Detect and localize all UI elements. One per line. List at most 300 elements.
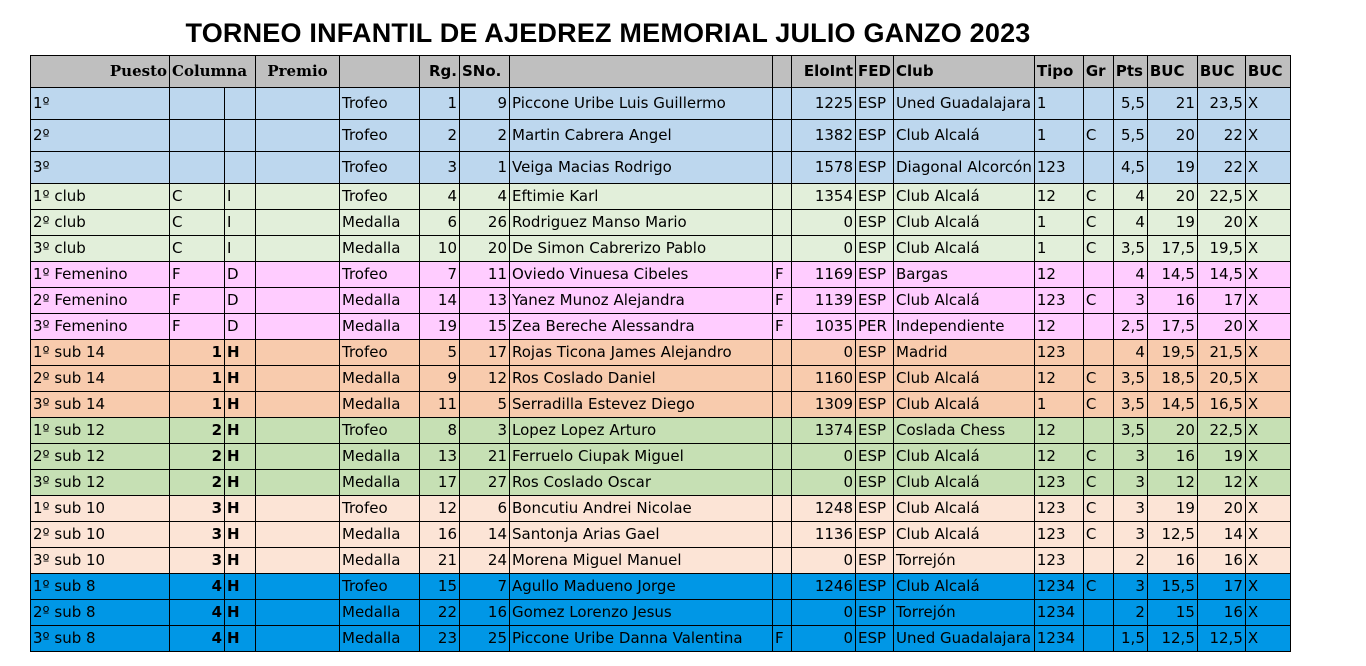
cell-tipo: 12 [1034,444,1083,470]
cell-premio [256,288,340,314]
cell-pts: 3,5 [1113,366,1147,392]
cell-pts: 3 [1113,496,1147,522]
cell-gr [1083,418,1113,444]
table-row [31,314,1291,340]
cell-sno: 16 [460,600,510,626]
cell-tipo: 12 [1034,184,1083,210]
cell-sno: 9 [460,88,510,120]
cell-gr [1083,262,1113,288]
cell-award-type: Trofeo [340,418,420,444]
cell-club: Torrejón [894,548,1035,574]
cell-eloint: 1248 [792,496,856,522]
cell-player-name: De Simon Cabrerizo Pablo [510,236,773,262]
cell-premio [256,210,340,236]
cell-club: Club Alcalá [894,184,1035,210]
cell-buc-1: 19 [1147,496,1197,522]
cell-tipo: 1 [1034,236,1083,262]
cell-rg: 17 [420,470,460,496]
cell-sex [773,210,792,236]
cell-rg: 1 [420,88,460,120]
cell-premio [256,184,340,210]
cell-tipo: 12 [1034,262,1083,288]
cell-buc-1: 12,5 [1147,522,1197,548]
cell-eloint: 0 [792,210,856,236]
cell-buc-3: X [1245,262,1290,288]
cell-sno: 13 [460,288,510,314]
cell-eloint: 0 [792,340,856,366]
cell-buc-2: 17 [1197,288,1245,314]
cell-fed: ESP [856,288,894,314]
cell-award-type: Medalla [340,522,420,548]
cell-columna-2: H [225,496,256,522]
cell-award-type: Trofeo [340,574,420,600]
cell-player-name: Ferruelo Ciupak Miguel [510,444,773,470]
cell-gr: C [1083,288,1113,314]
cell-sno: 12 [460,366,510,392]
cell-buc-2: 22 [1197,120,1245,152]
cell-award-type: Medalla [340,600,420,626]
cell-rg: 21 [420,548,460,574]
cell-gr: C [1083,236,1113,262]
cell-eloint: 0 [792,444,856,470]
cell-buc-1: 20 [1147,184,1197,210]
cell-buc-3: X [1245,236,1290,262]
cell-fed: PER [856,314,894,340]
cell-buc-1: 19,5 [1147,340,1197,366]
cell-buc-3: X [1245,366,1290,392]
cell-buc-3: X [1245,184,1290,210]
cell-premio [256,314,340,340]
cell-pts: 3 [1113,444,1147,470]
cell-pts: 3,5 [1113,418,1147,444]
cell-buc-2: 22,5 [1197,184,1245,210]
cell-eloint: 1035 [792,314,856,340]
cell-rg: 2 [420,120,460,152]
cell-rg: 23 [420,626,460,652]
cell-award-type: Trofeo [340,262,420,288]
cell-columna-2: H [225,470,256,496]
cell-award-type: Trofeo [340,496,420,522]
cell-award-type: Trofeo [340,184,420,210]
cell-buc-3: X [1245,120,1290,152]
cell-eloint: 1578 [792,152,856,184]
cell-rg: 9 [420,366,460,392]
cell-buc-1: 15,5 [1147,574,1197,600]
cell-premio [256,444,340,470]
cell-sex [773,470,792,496]
cell-player-name: Boncutiu Andrei Nicolae [510,496,773,522]
cell-puesto: 1º sub 14 [31,340,170,366]
cell-premio [256,522,340,548]
header-sex [773,56,792,88]
header-buc-2: BUC [1197,56,1245,88]
cell-rg: 22 [420,600,460,626]
cell-eloint: 1309 [792,392,856,418]
cell-columna-1: C [170,210,225,236]
cell-buc-2: 16 [1197,600,1245,626]
cell-player-name: Morena Miguel Manuel [510,548,773,574]
cell-player-name: Eftimie Karl [510,184,773,210]
cell-fed: ESP [856,626,894,652]
cell-rg: 11 [420,392,460,418]
cell-club: Madrid [894,340,1035,366]
table-row [31,288,1291,314]
cell-gr: C [1083,522,1113,548]
cell-buc-1: 16 [1147,548,1197,574]
cell-eloint: 1374 [792,418,856,444]
cell-buc-1: 16 [1147,444,1197,470]
cell-buc-3: X [1245,392,1290,418]
cell-rg: 7 [420,262,460,288]
cell-buc-1: 16 [1147,288,1197,314]
cell-columna-2: H [225,548,256,574]
cell-player-name: Oviedo Vinuesa Cibeles [510,262,773,288]
cell-club: Club Alcalá [894,288,1035,314]
cell-buc-1: 19 [1147,152,1197,184]
cell-buc-3: X [1245,152,1290,184]
cell-tipo: 123 [1034,152,1083,184]
cell-buc-2: 19 [1197,444,1245,470]
cell-eloint: 0 [792,600,856,626]
cell-club: Club Alcalá [894,522,1035,548]
cell-rg: 3 [420,152,460,184]
cell-sno: 15 [460,314,510,340]
cell-gr: C [1083,120,1113,152]
cell-puesto: 2º club [31,210,170,236]
cell-sno: 3 [460,418,510,444]
table-row [31,548,1291,574]
cell-fed: ESP [856,444,894,470]
cell-player-name: Zea Bereche Alessandra [510,314,773,340]
cell-eloint: 1382 [792,120,856,152]
cell-award-type: Medalla [340,314,420,340]
cell-gr: C [1083,392,1113,418]
cell-fed: ESP [856,88,894,120]
table-row [31,600,1291,626]
cell-buc-3: X [1245,210,1290,236]
cell-fed: ESP [856,548,894,574]
cell-columna-2: D [225,262,256,288]
cell-sex [773,340,792,366]
cell-puesto: 3º sub 12 [31,470,170,496]
cell-premio [256,120,340,152]
cell-columna-1: 3 [170,548,225,574]
cell-columna-2 [225,88,256,120]
cell-premio [256,88,340,120]
cell-fed: ESP [856,522,894,548]
cell-tipo: 1 [1034,392,1083,418]
table-row [31,340,1291,366]
table-row [31,444,1291,470]
table-row [31,210,1291,236]
cell-columna-1: 4 [170,626,225,652]
cell-columna-1: 1 [170,392,225,418]
cell-club: Uned Guadalajara [894,88,1035,120]
cell-pts: 5,5 [1113,88,1147,120]
cell-tipo: 123 [1034,288,1083,314]
table-row [31,88,1291,120]
header-premio: Premio [256,56,340,88]
cell-puesto: 2º sub 12 [31,444,170,470]
cell-club: Club Alcalá [894,236,1035,262]
table-row [31,522,1291,548]
cell-award-type: Medalla [340,288,420,314]
cell-player-name: Piccone Uribe Luis Guillermo [510,88,773,120]
cell-buc-2: 12,5 [1197,626,1245,652]
cell-buc-3: X [1245,288,1290,314]
cell-puesto: 1º sub 10 [31,496,170,522]
cell-puesto: 3º club [31,236,170,262]
cell-sno: 14 [460,522,510,548]
cell-pts: 4 [1113,184,1147,210]
cell-buc-3: X [1245,444,1290,470]
cell-tipo: 123 [1034,548,1083,574]
results-table [30,55,1291,652]
cell-buc-3: X [1245,470,1290,496]
cell-premio [256,262,340,288]
cell-award-type: Trofeo [340,340,420,366]
cell-puesto: 2º sub 10 [31,522,170,548]
header-puesto: Puesto [31,56,170,88]
cell-columna-2: H [225,522,256,548]
cell-buc-2: 21,5 [1197,340,1245,366]
header-name [510,56,773,88]
table-row [31,392,1291,418]
cell-buc-3: X [1245,548,1290,574]
cell-buc-1: 21 [1147,88,1197,120]
cell-buc-2: 20 [1197,496,1245,522]
cell-award-type: Medalla [340,470,420,496]
cell-columna-1 [170,152,225,184]
cell-fed: ESP [856,152,894,184]
cell-columna-1 [170,88,225,120]
cell-columna-2: I [225,236,256,262]
cell-rg: 14 [420,288,460,314]
cell-player-name: Rojas Ticona James Alejandro [510,340,773,366]
cell-club: Club Alcalá [894,120,1035,152]
cell-premio [256,548,340,574]
cell-buc-2: 22,5 [1197,418,1245,444]
cell-club: Club Alcalá [894,470,1035,496]
cell-award-type: Medalla [340,366,420,392]
cell-columna-1: 4 [170,600,225,626]
cell-premio [256,366,340,392]
cell-premio [256,574,340,600]
cell-gr [1083,626,1113,652]
cell-buc-3: X [1245,574,1290,600]
cell-pts: 2,5 [1113,314,1147,340]
header-fed: FED [856,56,894,88]
cell-buc-1: 17,5 [1147,236,1197,262]
cell-buc-1: 15 [1147,600,1197,626]
cell-columna-1: 4 [170,574,225,600]
cell-pts: 1,5 [1113,626,1147,652]
cell-eloint: 1246 [792,574,856,600]
cell-buc-1: 20 [1147,418,1197,444]
cell-buc-3: X [1245,88,1290,120]
header-row [31,56,1291,88]
cell-columna-2: H [225,444,256,470]
cell-gr [1083,314,1113,340]
cell-sex: F [773,314,792,340]
cell-gr: C [1083,496,1113,522]
cell-player-name: Veiga Macias Rodrigo [510,152,773,184]
cell-columna-1: C [170,236,225,262]
cell-buc-1: 12,5 [1147,626,1197,652]
cell-premio [256,340,340,366]
cell-puesto: 1º sub 12 [31,418,170,444]
cell-puesto: 3º sub 14 [31,392,170,418]
cell-columna-1: F [170,288,225,314]
cell-fed: ESP [856,262,894,288]
cell-columna-2: H [225,340,256,366]
cell-buc-2: 20,5 [1197,366,1245,392]
cell-rg: 16 [420,522,460,548]
cell-club: Torrejón [894,600,1035,626]
cell-puesto: 2º sub 14 [31,366,170,392]
cell-club: Independiente [894,314,1035,340]
table-row [31,574,1291,600]
cell-buc-3: X [1245,626,1290,652]
cell-premio [256,392,340,418]
cell-pts: 2 [1113,600,1147,626]
table-row [31,496,1291,522]
cell-pts: 3,5 [1113,392,1147,418]
cell-pts: 4 [1113,340,1147,366]
cell-player-name: Lopez Lopez Arturo [510,418,773,444]
cell-sex [773,522,792,548]
header-eloint: EloInt [792,56,856,88]
table-row [31,152,1291,184]
cell-rg: 4 [420,184,460,210]
cell-buc-2: 22 [1197,152,1245,184]
header-club: Club [894,56,1035,88]
cell-gr [1083,152,1113,184]
cell-columna-2: H [225,392,256,418]
cell-columna-1 [170,120,225,152]
cell-columna-1: F [170,314,225,340]
cell-pts: 3 [1113,522,1147,548]
cell-sex [773,236,792,262]
cell-gr: C [1083,470,1113,496]
cell-columna-2: H [225,574,256,600]
cell-buc-2: 17 [1197,574,1245,600]
cell-sex [773,88,792,120]
cell-club: Uned Guadalajara [894,626,1035,652]
table-row [31,184,1291,210]
cell-club: Club Alcalá [894,392,1035,418]
cell-player-name: Gomez Lorenzo Jesus [510,600,773,626]
cell-sno: 17 [460,340,510,366]
cell-tipo: 123 [1034,470,1083,496]
cell-sex [773,152,792,184]
cell-club: Club Alcalá [894,574,1035,600]
cell-gr [1083,88,1113,120]
cell-club: Club Alcalá [894,366,1035,392]
cell-buc-3: X [1245,314,1290,340]
cell-club: Bargas [894,262,1035,288]
cell-buc-1: 20 [1147,120,1197,152]
cell-eloint: 0 [792,548,856,574]
cell-eloint: 0 [792,626,856,652]
cell-rg: 15 [420,574,460,600]
cell-sex [773,548,792,574]
cell-tipo: 1 [1034,210,1083,236]
cell-buc-3: X [1245,600,1290,626]
cell-fed: ESP [856,366,894,392]
cell-pts: 4 [1113,262,1147,288]
table-row [31,262,1291,288]
cell-sno: 20 [460,236,510,262]
cell-award-type: Medalla [340,444,420,470]
cell-tipo: 1 [1034,88,1083,120]
cell-eloint: 1139 [792,288,856,314]
cell-columna-2 [225,152,256,184]
cell-sno: 1 [460,152,510,184]
cell-buc-1: 17,5 [1147,314,1197,340]
cell-sno: 25 [460,626,510,652]
cell-fed: ESP [856,210,894,236]
cell-columna-2: D [225,288,256,314]
cell-fed: ESP [856,418,894,444]
cell-rg: 13 [420,444,460,470]
cell-pts: 3 [1113,288,1147,314]
cell-club: Diagonal Alcorcón [894,152,1035,184]
cell-columna-1: 3 [170,522,225,548]
cell-buc-2: 20 [1197,314,1245,340]
cell-sno: 4 [460,184,510,210]
header-gr: Gr [1083,56,1113,88]
cell-player-name: Ros Coslado Oscar [510,470,773,496]
cell-sex [773,184,792,210]
cell-sex: F [773,262,792,288]
cell-buc-1: 18,5 [1147,366,1197,392]
table-row [31,470,1291,496]
cell-columna-2: I [225,210,256,236]
header-tipo: Tipo [1034,56,1083,88]
cell-pts: 3 [1113,574,1147,600]
cell-puesto: 2º [31,120,170,152]
cell-club: Club Alcalá [894,496,1035,522]
table-row [31,366,1291,392]
cell-award-type: Medalla [340,392,420,418]
cell-gr: C [1083,574,1113,600]
header-buc-3: BUC [1245,56,1290,88]
cell-buc-2: 20 [1197,210,1245,236]
cell-gr [1083,600,1113,626]
cell-fed: ESP [856,600,894,626]
table-row [31,626,1291,652]
cell-award-type: Trofeo [340,120,420,152]
cell-rg: 12 [420,496,460,522]
table-row [31,120,1291,152]
cell-columna-1: 1 [170,340,225,366]
cell-buc-2: 16 [1197,548,1245,574]
cell-sno: 21 [460,444,510,470]
header-pts: Pts [1113,56,1147,88]
cell-sex [773,392,792,418]
cell-eloint: 1160 [792,366,856,392]
header-columna: Columna [170,56,256,88]
cell-rg: 8 [420,418,460,444]
header-rg: Rg. [420,56,460,88]
cell-puesto: 2º Femenino [31,288,170,314]
cell-puesto: 3º Femenino [31,314,170,340]
cell-buc-1: 14,5 [1147,262,1197,288]
cell-gr: C [1083,184,1113,210]
cell-buc-2: 14 [1197,522,1245,548]
cell-award-type: Medalla [340,236,420,262]
